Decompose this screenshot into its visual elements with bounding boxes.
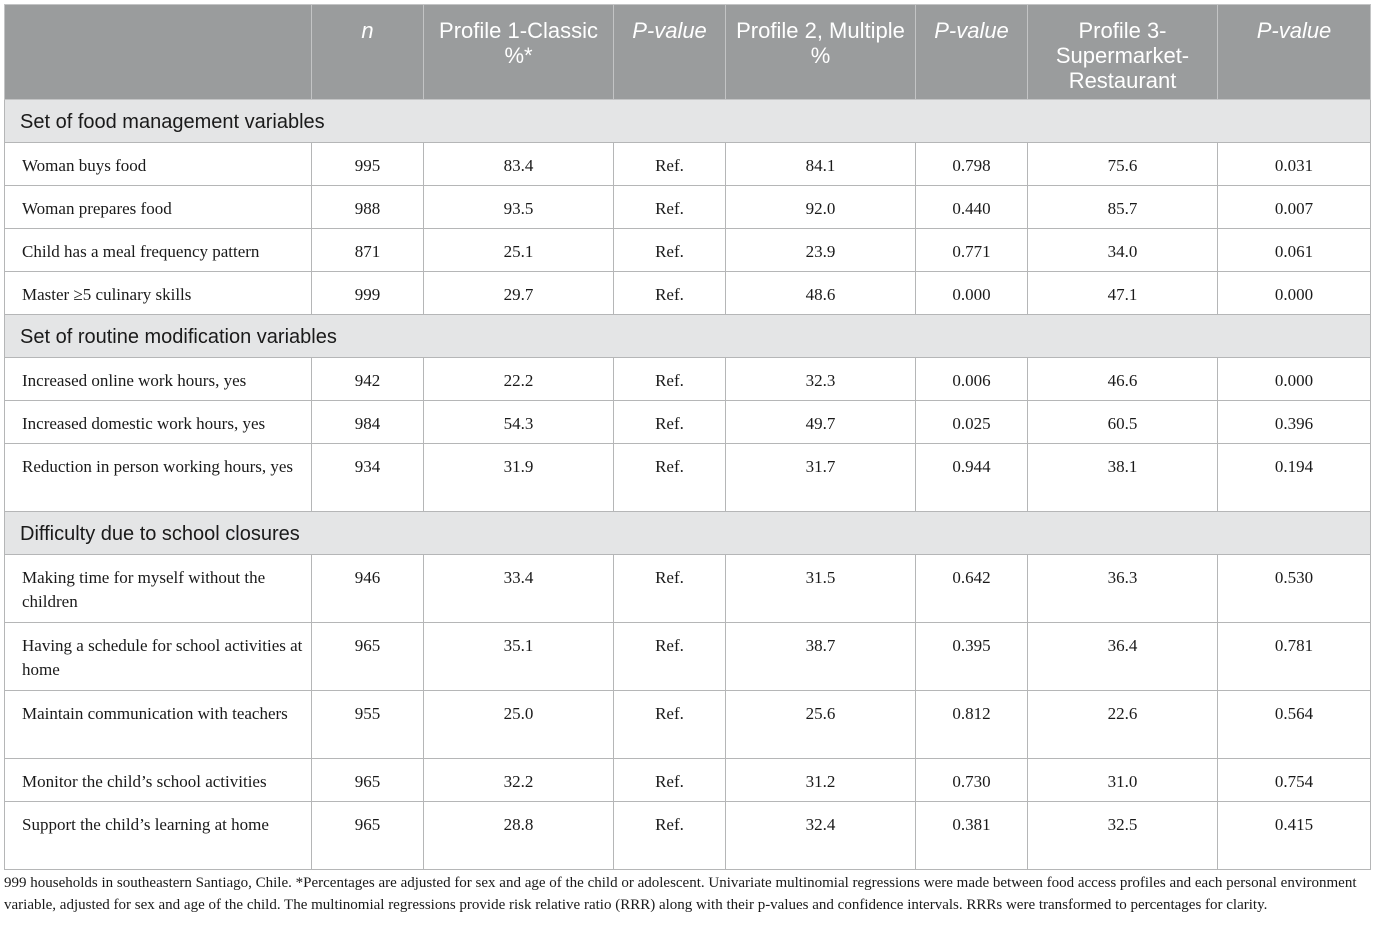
cell-p-value-2: 0.006 — [916, 358, 1028, 401]
cell-profile-3: 36.3 — [1028, 555, 1218, 623]
section-header-row — [5, 315, 1371, 358]
cell-profile-3: 31.0 — [1028, 759, 1218, 802]
cell-p-value-1: Ref. — [614, 623, 726, 691]
cell-p-value-2: 0.395 — [916, 623, 1028, 691]
cell-p-value-1: Ref. — [614, 229, 726, 272]
header-row — [5, 5, 1371, 100]
cell-profile-3: 75.6 — [1028, 143, 1218, 186]
cell-p-value-2: 0.771 — [916, 229, 1028, 272]
table-row — [5, 759, 1371, 802]
cell-n: 955 — [312, 691, 424, 759]
cell-profile-3: 34.0 — [1028, 229, 1218, 272]
cell-p-value-1: Ref. — [614, 186, 726, 229]
table-row — [5, 691, 1371, 759]
table-row — [5, 623, 1371, 691]
cell-profile-3: 22.6 — [1028, 691, 1218, 759]
cell-profile-1: 35.1 — [424, 623, 614, 691]
cell-profile-2: 84.1 — [726, 143, 916, 186]
section-header-row — [5, 100, 1371, 143]
row-label: Woman prepares food — [5, 186, 312, 229]
cell-profile-3: 32.5 — [1028, 802, 1218, 870]
cell-profile-3: 46.6 — [1028, 358, 1218, 401]
cell-p-value-3: 0.194 — [1218, 444, 1371, 512]
row-label: Reduction in person working hours, yes — [5, 444, 312, 512]
table-row — [5, 358, 1371, 401]
header-profile-1: Profile 1-Classic %* — [424, 5, 614, 100]
header-p-value-2: P-value — [916, 5, 1028, 100]
cell-profile-1: 83.4 — [424, 143, 614, 186]
header-profile-2: Profile 2, Multiple % — [726, 5, 916, 100]
row-label: Master ≥5 culinary skills — [5, 272, 312, 315]
cell-profile-2: 32.4 — [726, 802, 916, 870]
cell-n: 984 — [312, 401, 424, 444]
cell-profile-3: 38.1 — [1028, 444, 1218, 512]
cell-p-value-2: 0.812 — [916, 691, 1028, 759]
cell-n: 871 — [312, 229, 424, 272]
row-label: Increased online work hours, yes — [5, 358, 312, 401]
cell-p-value-3: 0.754 — [1218, 759, 1371, 802]
header-profile-3: Profile 3-Supermarket-Restaurant — [1028, 5, 1218, 100]
table-row — [5, 555, 1371, 623]
cell-p-value-3: 0.396 — [1218, 401, 1371, 444]
row-label: Having a schedule for school activities at home — [5, 623, 312, 691]
cell-p-value-1: Ref. — [614, 401, 726, 444]
cell-profile-3: 60.5 — [1028, 401, 1218, 444]
cell-n: 942 — [312, 358, 424, 401]
row-label: Woman buys food — [5, 143, 312, 186]
cell-profile-1: 25.1 — [424, 229, 614, 272]
table-row — [5, 802, 1371, 870]
cell-p-value-2: 0.944 — [916, 444, 1028, 512]
cell-profile-2: 25.6 — [726, 691, 916, 759]
header-n: n — [312, 5, 424, 100]
results-table — [4, 4, 1371, 870]
cell-p-value-3: 0.031 — [1218, 143, 1371, 186]
cell-profile-1: 25.0 — [424, 691, 614, 759]
cell-p-value-3: 0.000 — [1218, 272, 1371, 315]
section-title: Difficulty due to school closures — [5, 512, 1371, 555]
cell-n: 965 — [312, 802, 424, 870]
cell-p-value-1: Ref. — [614, 358, 726, 401]
cell-profile-2: 49.7 — [726, 401, 916, 444]
header-p-value-3: P-value — [1218, 5, 1371, 100]
cell-profile-3: 47.1 — [1028, 272, 1218, 315]
cell-p-value-3: 0.000 — [1218, 358, 1371, 401]
cell-n: 995 — [312, 143, 424, 186]
cell-p-value-1: Ref. — [614, 691, 726, 759]
cell-profile-1: 93.5 — [424, 186, 614, 229]
cell-p-value-1: Ref. — [614, 272, 726, 315]
cell-p-value-2: 0.440 — [916, 186, 1028, 229]
cell-profile-2: 23.9 — [726, 229, 916, 272]
cell-profile-1: 28.8 — [424, 802, 614, 870]
cell-p-value-3: 0.007 — [1218, 186, 1371, 229]
table-row — [5, 401, 1371, 444]
row-label: Child has a meal frequency pattern — [5, 229, 312, 272]
cell-p-value-2: 0.381 — [916, 802, 1028, 870]
cell-profile-1: 33.4 — [424, 555, 614, 623]
cell-p-value-1: Ref. — [614, 802, 726, 870]
table-row — [5, 444, 1371, 512]
section-title: Set of food management variables — [5, 100, 1371, 143]
cell-profile-2: 31.5 — [726, 555, 916, 623]
cell-profile-1: 29.7 — [424, 272, 614, 315]
cell-profile-2: 31.2 — [726, 759, 916, 802]
table-footnote: 999 households in southeastern Santiago, Chile. *Percentages are adjusted for sex and age of the child or adolescent. Univariate multinomial regressions were made between food access profiles and each personal environment variable, adjusted for sex and age of the child. The multinomial regressions provide risk relative ratio (RRR) along with their p-values and confidence intervals. RRRs were transformed to percentages for clarity. — [4, 875, 1357, 913]
cell-p-value-1: Ref. — [614, 143, 726, 186]
cell-profile-1: 54.3 — [424, 401, 614, 444]
cell-profile-3: 36.4 — [1028, 623, 1218, 691]
cell-n: 999 — [312, 272, 424, 315]
cell-profile-2: 48.6 — [726, 272, 916, 315]
cell-n: 988 — [312, 186, 424, 229]
header-p-value-1: P-value — [614, 5, 726, 100]
cell-p-value-3: 0.530 — [1218, 555, 1371, 623]
cell-profile-1: 22.2 — [424, 358, 614, 401]
cell-profile-2: 38.7 — [726, 623, 916, 691]
cell-p-value-2: 0.730 — [916, 759, 1028, 802]
row-label: Maintain communication with teachers — [5, 691, 312, 759]
cell-p-value-3: 0.781 — [1218, 623, 1371, 691]
cell-p-value-1: Ref. — [614, 444, 726, 512]
cell-p-value-2: 0.025 — [916, 401, 1028, 444]
table-row — [5, 272, 1371, 315]
cell-p-value-2: 0.798 — [916, 143, 1028, 186]
cell-p-value-1: Ref. — [614, 759, 726, 802]
cell-profile-2: 92.0 — [726, 186, 916, 229]
row-label: Monitor the child’s school activities — [5, 759, 312, 802]
cell-p-value-3: 0.061 — [1218, 229, 1371, 272]
cell-n: 965 — [312, 759, 424, 802]
section-title: Set of routine modification variables — [5, 315, 1371, 358]
cell-p-value-1: Ref. — [614, 555, 726, 623]
cell-p-value-3: 0.415 — [1218, 802, 1371, 870]
header-blank — [5, 5, 312, 100]
cell-profile-2: 32.3 — [726, 358, 916, 401]
table-row — [5, 186, 1371, 229]
cell-profile-1: 32.2 — [424, 759, 614, 802]
table-row — [5, 143, 1371, 186]
cell-p-value-2: 0.642 — [916, 555, 1028, 623]
cell-n: 934 — [312, 444, 424, 512]
section-header-row — [5, 512, 1371, 555]
cell-profile-1: 31.9 — [424, 444, 614, 512]
row-label: Increased domestic work hours, yes — [5, 401, 312, 444]
cell-p-value-2: 0.000 — [916, 272, 1028, 315]
cell-p-value-3: 0.564 — [1218, 691, 1371, 759]
table-row — [5, 229, 1371, 272]
row-label: Support the child’s learning at home — [5, 802, 312, 870]
cell-profile-3: 85.7 — [1028, 186, 1218, 229]
cell-profile-2: 31.7 — [726, 444, 916, 512]
cell-n: 946 — [312, 555, 424, 623]
row-label: Making time for myself without the children — [5, 555, 312, 623]
cell-n: 965 — [312, 623, 424, 691]
